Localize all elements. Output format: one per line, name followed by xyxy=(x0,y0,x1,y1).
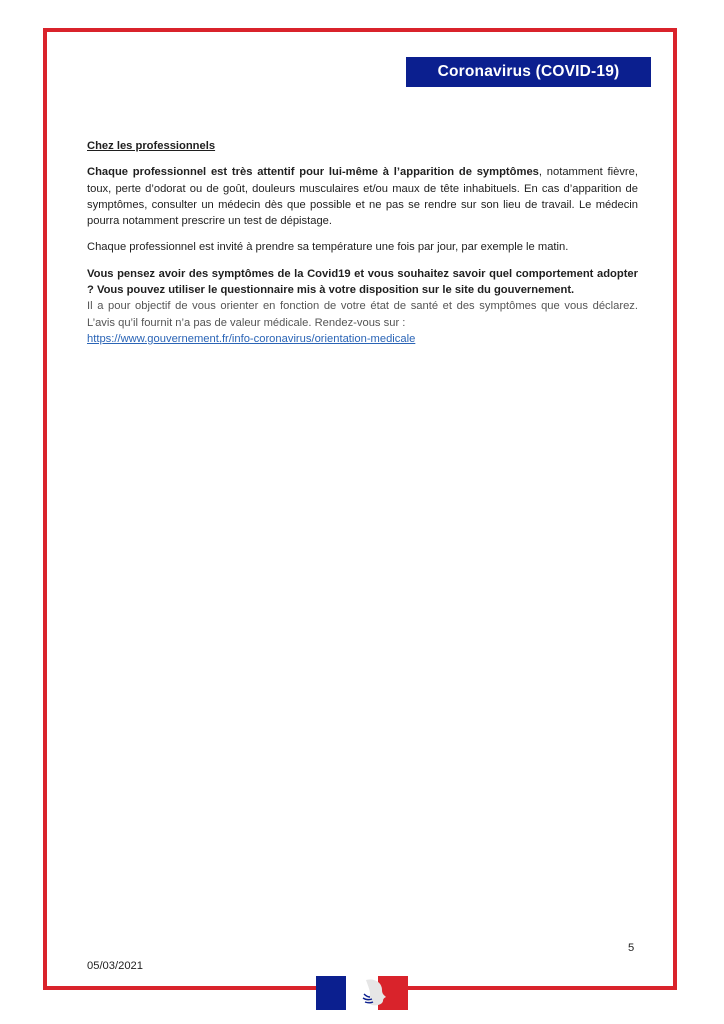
marianne-profile-icon xyxy=(360,978,390,1008)
main-content xyxy=(87,138,638,357)
orientation-link[interactable]: https://www.gouvernement.fr/info-coronavirus/orientation-medicale xyxy=(87,332,416,345)
paragraph-symptoms xyxy=(87,164,638,229)
footer-date: 05/03/2021 xyxy=(87,960,143,972)
paragraph-symptoms-text: , notamment fièvre, toux, perte d’odorat ou de goût, douleurs musculaires et/ou maux de tête inhabituels. En cas d’apparition de symptômes, consulter un médecin dès que possible et ne pas se rendre sur son lieu de travail. Le médecin pourra notamment prescrire un test de dépistage. xyxy=(87,166,638,228)
section-title: Chez les professionnels xyxy=(87,140,216,152)
header-banner: Coronavirus (COVID-19) xyxy=(406,57,651,87)
logo-blue-band xyxy=(316,976,346,1010)
link-paragraph xyxy=(87,331,638,347)
paragraph-symptoms-bold: Chaque professionnel est très attentif pour lui-même à l’apparition de symptômes xyxy=(87,166,539,179)
paragraph-questionnaire-bold: Vous pensez avoir des symptômes de la Covid19 et vous souhaitez savoir quel comportement adopter ? Vous pouvez utiliser le questionnaire mis à votre disposition sur le site du gouvernement. xyxy=(87,267,638,297)
marianne-logo xyxy=(316,976,408,1010)
paragraph-questionnaire-note: Il a pour objectif de vous orienter en fonction de votre état de santé et des symptômes que vous déclarez. L’avis qu’il fournit n’a pas de valeur médicale. Rendez-vous sur : xyxy=(87,300,638,329)
logo-white-band xyxy=(346,976,378,1010)
paragraph-temperature: Chaque professionnel est invité à prendre sa température une fois par jour, par exemple le matin. xyxy=(87,241,569,254)
page-number: 5 xyxy=(628,942,635,954)
